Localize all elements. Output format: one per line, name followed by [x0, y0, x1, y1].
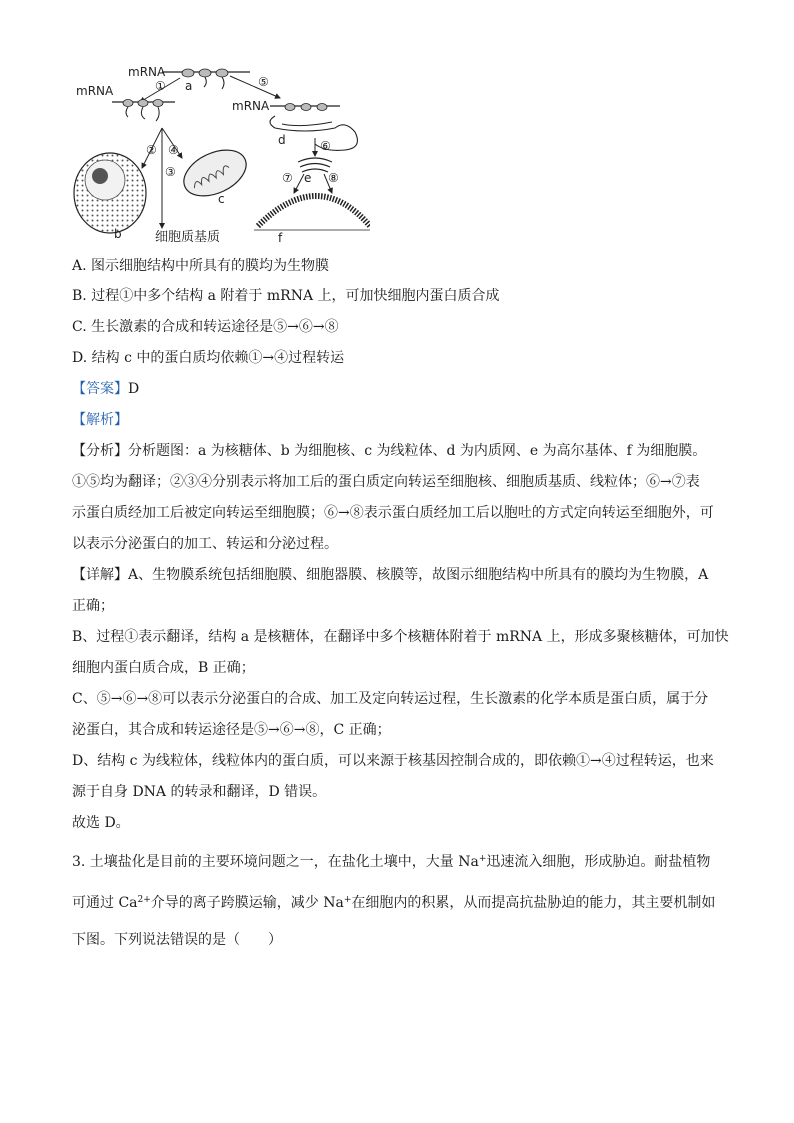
label-f: f — [278, 231, 283, 245]
label-b: b — [114, 227, 122, 241]
label-p1: ① — [155, 79, 166, 93]
question3-line-1 — [72, 852, 732, 872]
analysis-line-2: ①⑤均为翻译；②③④分别表示将加工后的蛋白质定向转运至细胞核、细胞质基质、线粒体；⑥→⑦表 — [72, 474, 700, 490]
detail-conclusion: 故选 D。 — [72, 815, 130, 831]
label-cytoplasm: 细胞质基质 — [155, 230, 221, 245]
detail-c-line-2: 泌蛋白，其合成和转运途径是⑤→⑥→⑧，C 正确； — [72, 722, 391, 738]
label-p4: ④ — [168, 143, 179, 157]
detail-b-line-1: B、过程①表示翻译，结构 a 是核糖体，在翻译中多个核糖体附着于 mRNA 上，形成多聚核糖体，可加快 — [72, 629, 729, 645]
answer-value: D — [128, 381, 140, 397]
question3-text-1b: 迅速流入细胞，形成胁迫。耐盐植物 — [486, 854, 711, 870]
option-c: C. 生长激素的合成和转运途径是⑤→⑥→⑧ — [72, 319, 339, 335]
analysis-line-1: 【分析】分析题图：a 为核糖体、b 为细胞核、c 为线粒体、d 为内质网、e 为高尔基体、f 为细胞膜。 — [72, 443, 707, 459]
label-mrna-left: mRNA — [76, 84, 114, 98]
question3-text-2b: 介导的离子跨膜运输，减少 Na — [150, 895, 344, 911]
mitochondrion — [177, 141, 254, 205]
ribosome-group-right — [285, 104, 327, 111]
question3-text-1: 3. 土壤盐化是目前的主要环境问题之一，在盐化土壤中，大量 Na — [72, 854, 479, 870]
detail-d-line-1: D、结构 c 为线粒体，线粒体内的蛋白质，可以来源于核基因控制合成的，即依赖①→④过程转运，也来 — [72, 753, 714, 769]
option-d: D. 结构 c 中的蛋白质均依赖①→④过程转运 — [72, 350, 345, 366]
cell-diagram — [70, 58, 370, 248]
label-p3: ③ — [165, 165, 176, 179]
label-p2: ② — [146, 143, 157, 157]
analysis-line-3: 示蛋白质经加工后被定向转运至细胞膜；⑥→⑧表示蛋白质经加工后以胞吐的方式定向转运至细胞外，可 — [72, 505, 714, 521]
detail-d-line-2: 源于自身 DNA 的转录和翻译，D 错误。 — [72, 784, 327, 800]
label-p5: ⑤ — [258, 75, 269, 89]
question3-text-2a: 可通过 Ca — [72, 895, 138, 911]
analysis-line-4: 以表示分泌蛋白的加工、转运和分泌过程。 — [72, 536, 338, 552]
detail-a-line-1: 【详解】A、生物膜系统包括细胞膜、细胞器膜、核膜等，故图示细胞结构中所具有的膜均为生物膜，A — [72, 567, 709, 583]
label-c: c — [218, 192, 225, 206]
nucleus — [74, 153, 146, 233]
label-a: a — [185, 79, 193, 93]
detail-b-line-2: 细胞内蛋白质合成，B 正确； — [72, 660, 255, 676]
option-a: A. 图示细胞结构中所具有的膜均为生物膜 — [72, 258, 330, 274]
label-p8: ⑧ — [328, 171, 339, 185]
detail-a-line-2: 正确； — [72, 598, 114, 614]
polysome-left — [123, 100, 163, 122]
answer-label: 【答案】 — [72, 381, 128, 397]
label-d: d — [278, 133, 286, 147]
detail-c-line-1: C、⑤→⑥→⑧可以表示分泌蛋白的合成、加工及定向转运过程，生长激素的化学本质是蛋白质，属于分 — [72, 691, 709, 707]
label-p7: ⑦ — [282, 171, 293, 185]
cell-structure-figure — [70, 58, 370, 248]
na-charge-2: + — [343, 895, 352, 905]
question3-text-2c: 在细胞内的积累，从而提高抗盐胁迫的能力，其主要机制如 — [351, 895, 716, 911]
label-mrna-top: mRNA — [128, 65, 166, 79]
na-charge-1: + — [478, 854, 487, 864]
label-mrna-right: mRNA — [232, 99, 270, 113]
analysis-label: 【解析】 — [72, 412, 128, 428]
option-b: B. 过程①中多个结构 a 附着于 mRNA 上，可加快细胞内蛋白质合成 — [72, 288, 500, 304]
golgi-apparatus — [298, 158, 332, 172]
label-p6: ⑥ — [320, 139, 331, 153]
ca-charge: 2+ — [137, 895, 151, 905]
cell-membrane — [254, 196, 370, 230]
answer-line — [72, 379, 732, 399]
question3-line-2 — [72, 893, 732, 913]
label-e: e — [304, 171, 312, 185]
question3-line-3: 下图。下列说法错误的是（ ） — [72, 932, 282, 948]
